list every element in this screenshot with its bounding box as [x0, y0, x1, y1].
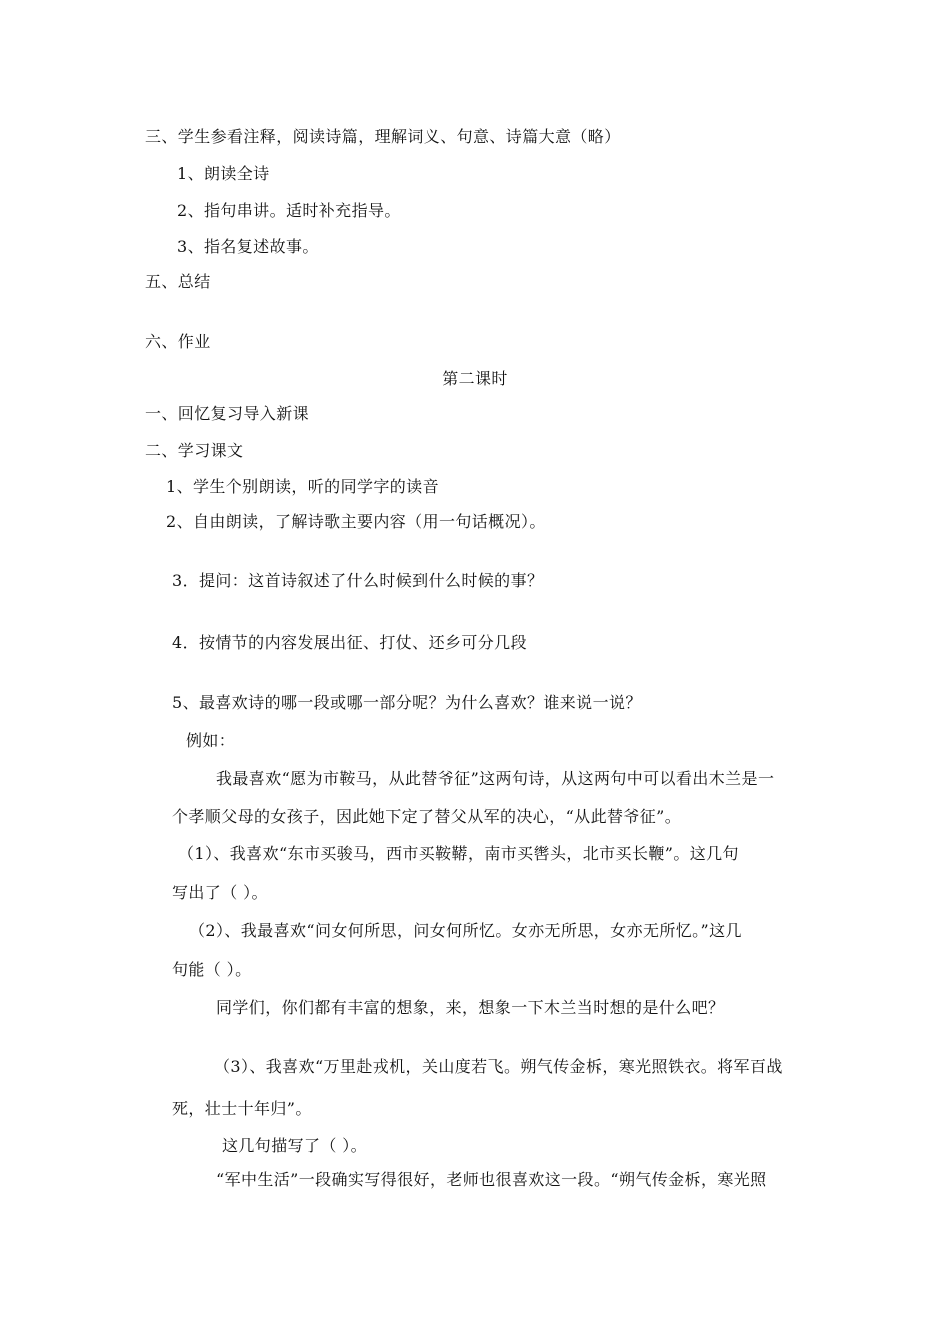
example-label: 例如： [186, 731, 236, 750]
item-3: 3．提问：这首诗叙述了什么时候到什么时候的事？ [172, 571, 544, 590]
question-1-blank: 写出了（ ）。 [172, 883, 268, 902]
step-2-explain: 2、指句串讲。适时补充指导。 [177, 201, 401, 220]
step-1-read-poem: 1、朗读全诗 [177, 164, 270, 183]
military-life-paragraph: “军中生活”一段确实写得很好，老师也很喜欢这一段。“朔气传金柝，寒光照 [216, 1170, 767, 1189]
section-one-heading: 一、回忆复习导入新课 [145, 404, 310, 423]
example-paragraph-line-1: 我最喜欢“愿为市鞍马，从此替爷征”这两句诗，从这两句中可以看出木兰是一 [216, 769, 775, 788]
step-3-retell: 3、指名复述故事。 [177, 237, 319, 256]
question-2-blank: 句能（ ）。 [172, 960, 252, 979]
question-3-blank: 这几句描写了（ ）。 [222, 1136, 368, 1155]
example-paragraph-line-2: 个孝顺父母的女孩子，因此她下定了替父从军的决心，“从此替爷征”。 [172, 807, 682, 826]
item-1: 1、学生个别朗读，听的同学字的读音 [166, 477, 439, 496]
lesson-two-title: 第二课时 [442, 369, 508, 388]
item-2: 2、自由朗读，了解诗歌主要内容（用一句话概况）。 [166, 512, 546, 531]
question-3-line-2: 死，壮士十年归”。 [172, 1099, 312, 1118]
question-1-line-1: （1）、我喜欢“东市买骏马，西市买鞍鞯，南市买辔头，北市买长鞭”。这几句 [178, 844, 739, 863]
section-two-heading: 二、学习课文 [145, 441, 244, 460]
item-4: 4．按情节的内容发展出征、打仗、还乡可分几段 [172, 633, 527, 652]
section-six-heading: 六、作业 [145, 332, 211, 351]
imagination-prompt: 同学们，你们都有丰富的想象，来，想象一下木兰当时想的是什么吧？ [216, 998, 725, 1017]
section-five-heading: 五、总结 [145, 272, 211, 291]
question-3-line-1: （3）、我喜欢“万里赴戎机，关山度若飞。朔气传金柝，寒光照铁衣。将军百战 [214, 1057, 783, 1076]
section-three-heading: 三、学生参看注释，阅读诗篇，理解词义、句意、诗篇大意（略） [145, 127, 621, 146]
item-5: 5、最喜欢诗的哪一段或哪一部分呢？为什么喜欢？谁来说一说？ [172, 693, 642, 712]
question-2-line-1: （2）、我最喜欢“问女何所思，问女何所忆。女亦无所思，女亦无所忆。”这几 [189, 921, 742, 940]
